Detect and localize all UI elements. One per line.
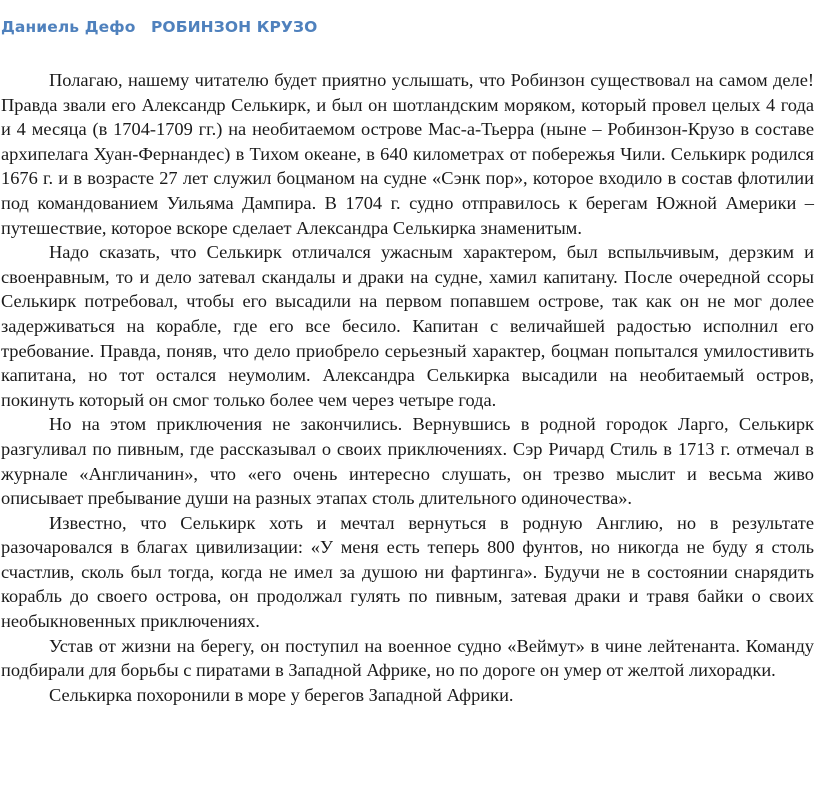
document-body xyxy=(1,68,814,707)
paragraph: Селькирка похоронили в море у берегов Западной Африки. xyxy=(49,684,514,705)
paragraph: Известно, что Селькирк хоть и мечтал вернуться в родную Англию, но в результате разочаровался в благах цивилизации: «У меня есть теперь 800 фунтов, но никогда не буду я столь счастлив, сколь был тогда, когда не имел за душою ни фартинга». Будучи не в состоянии снарядить корабль до своего острова, он продолжал гулять по пивным, затевая драки и травя байки о своих необыкновенных приключениях. xyxy=(1,512,814,632)
paragraph: Устав от жизни на берегу, он поступил на военное судно «Веймут» в чине лейтенанта. Команду подбирали для борьбы с пиратами в Западной Африке, но по дороге он умер от желтой лихорадки. xyxy=(1,635,814,681)
paragraph: Надо сказать, что Селькирк отличался ужасным характером, был вспыльчивым, дерзким и своенравным, то и дело затевал скандалы и драки на судне, хамил капитану. После очередной ссоры Селькирк потребовал, чтобы его высадили на первом попавшем острове, так как он не мог долее задерживаться на корабле, где его все бесило. Капитан с величайшей радостью исполнил его требование. Правда, поняв, что дело приобрело серьезный характер, боцман попытался умилостивить капитана, но тот остался неумолим. Александра Селькирка высадили на необитаемый остров, покинуть который он смог только более чем через четыре года. xyxy=(1,242,814,410)
paragraph: Полагаю, нашему читателю будет приятно услышать, что Робинзон существовал на самом деле! Правда звали его Александр Селькирк, и был он шотландским моряком, который провел целых 4 года и 4 месяца (в 1704-1709 гг.) на необитаемом острове Мас-а-Тьерра (ныне – Робинзон-Крузо в составе архипелага Хуан-Фернандес) в Тихом океане, в 640 километрах от побережья Чили. Селькирк родился 1676 г. и в возрасте 27 лет служил боцманом на судне «Сэнк пор», которое входило в состав флотилии под командованием Уильяма Дампира. В 1704 г. судно отправилось к берегам Южной Америки – путешествие, которое вскоре сделает Александра Селькирка знаменитым. xyxy=(1,70,814,238)
paragraph: Но на этом приключения не закончились. Вернувшись в родной городок Ларго, Селькирк разгуливал по пивным, где рассказывал о своих приключениях. Сэр Ричард Стиль в 1713 г. отмечал в журнале «Англичанин», что «его очень интересно слушать, он трезво мыслит и весьма живо описывает пребывание души на разных этапах столь длительного одиночества». xyxy=(1,414,814,509)
author-name: Даниель Дефо xyxy=(1,18,136,36)
book-title: РОБИНЗОН КРУЗО xyxy=(150,18,318,36)
document-heading xyxy=(1,18,317,36)
